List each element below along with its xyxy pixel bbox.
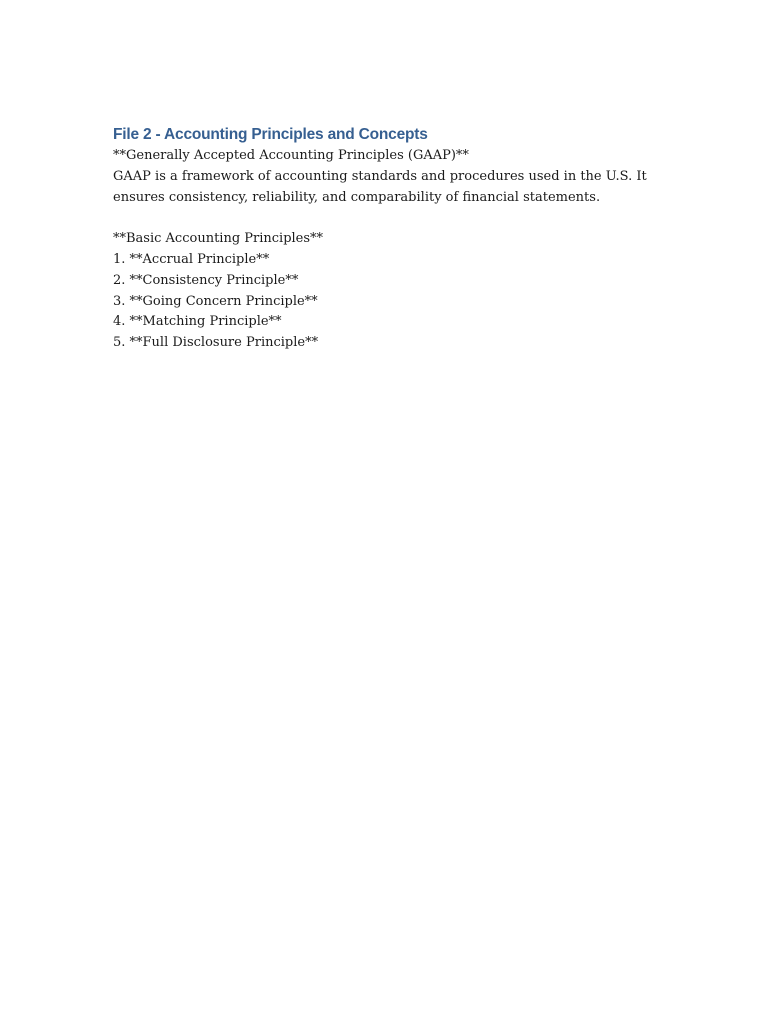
paragraph-spacer [113, 208, 673, 229]
gaap-section-heading: **Generally Accepted Accounting Principles (GAAP)** [113, 148, 469, 163]
principles-list [113, 250, 673, 354]
list-item-going-concern: 3. **Going Concern Principle** [113, 293, 318, 309]
list-item-accrual: 1. **Accrual Principle** [113, 251, 270, 267]
list-item-full-disclosure: 5. **Full Disclosure Principle** [113, 335, 319, 351]
list-item-consistency: 2. **Consistency Principle** [113, 272, 299, 288]
document-title: File 2 - Accounting Principles and Concepts [113, 126, 428, 143]
list-item-matching: 4. **Matching Principle** [113, 314, 282, 330]
basic-principles-heading: **Basic Accounting Principles** [113, 231, 324, 247]
document-body [113, 124, 673, 354]
gaap-paragraph-line-1: GAAP is a framework of accounting standards and procedures used in the U.S. It [113, 168, 647, 184]
gaap-paragraph-line-2: ensures consistency, reliability, and comparability of financial statements. [113, 189, 601, 205]
